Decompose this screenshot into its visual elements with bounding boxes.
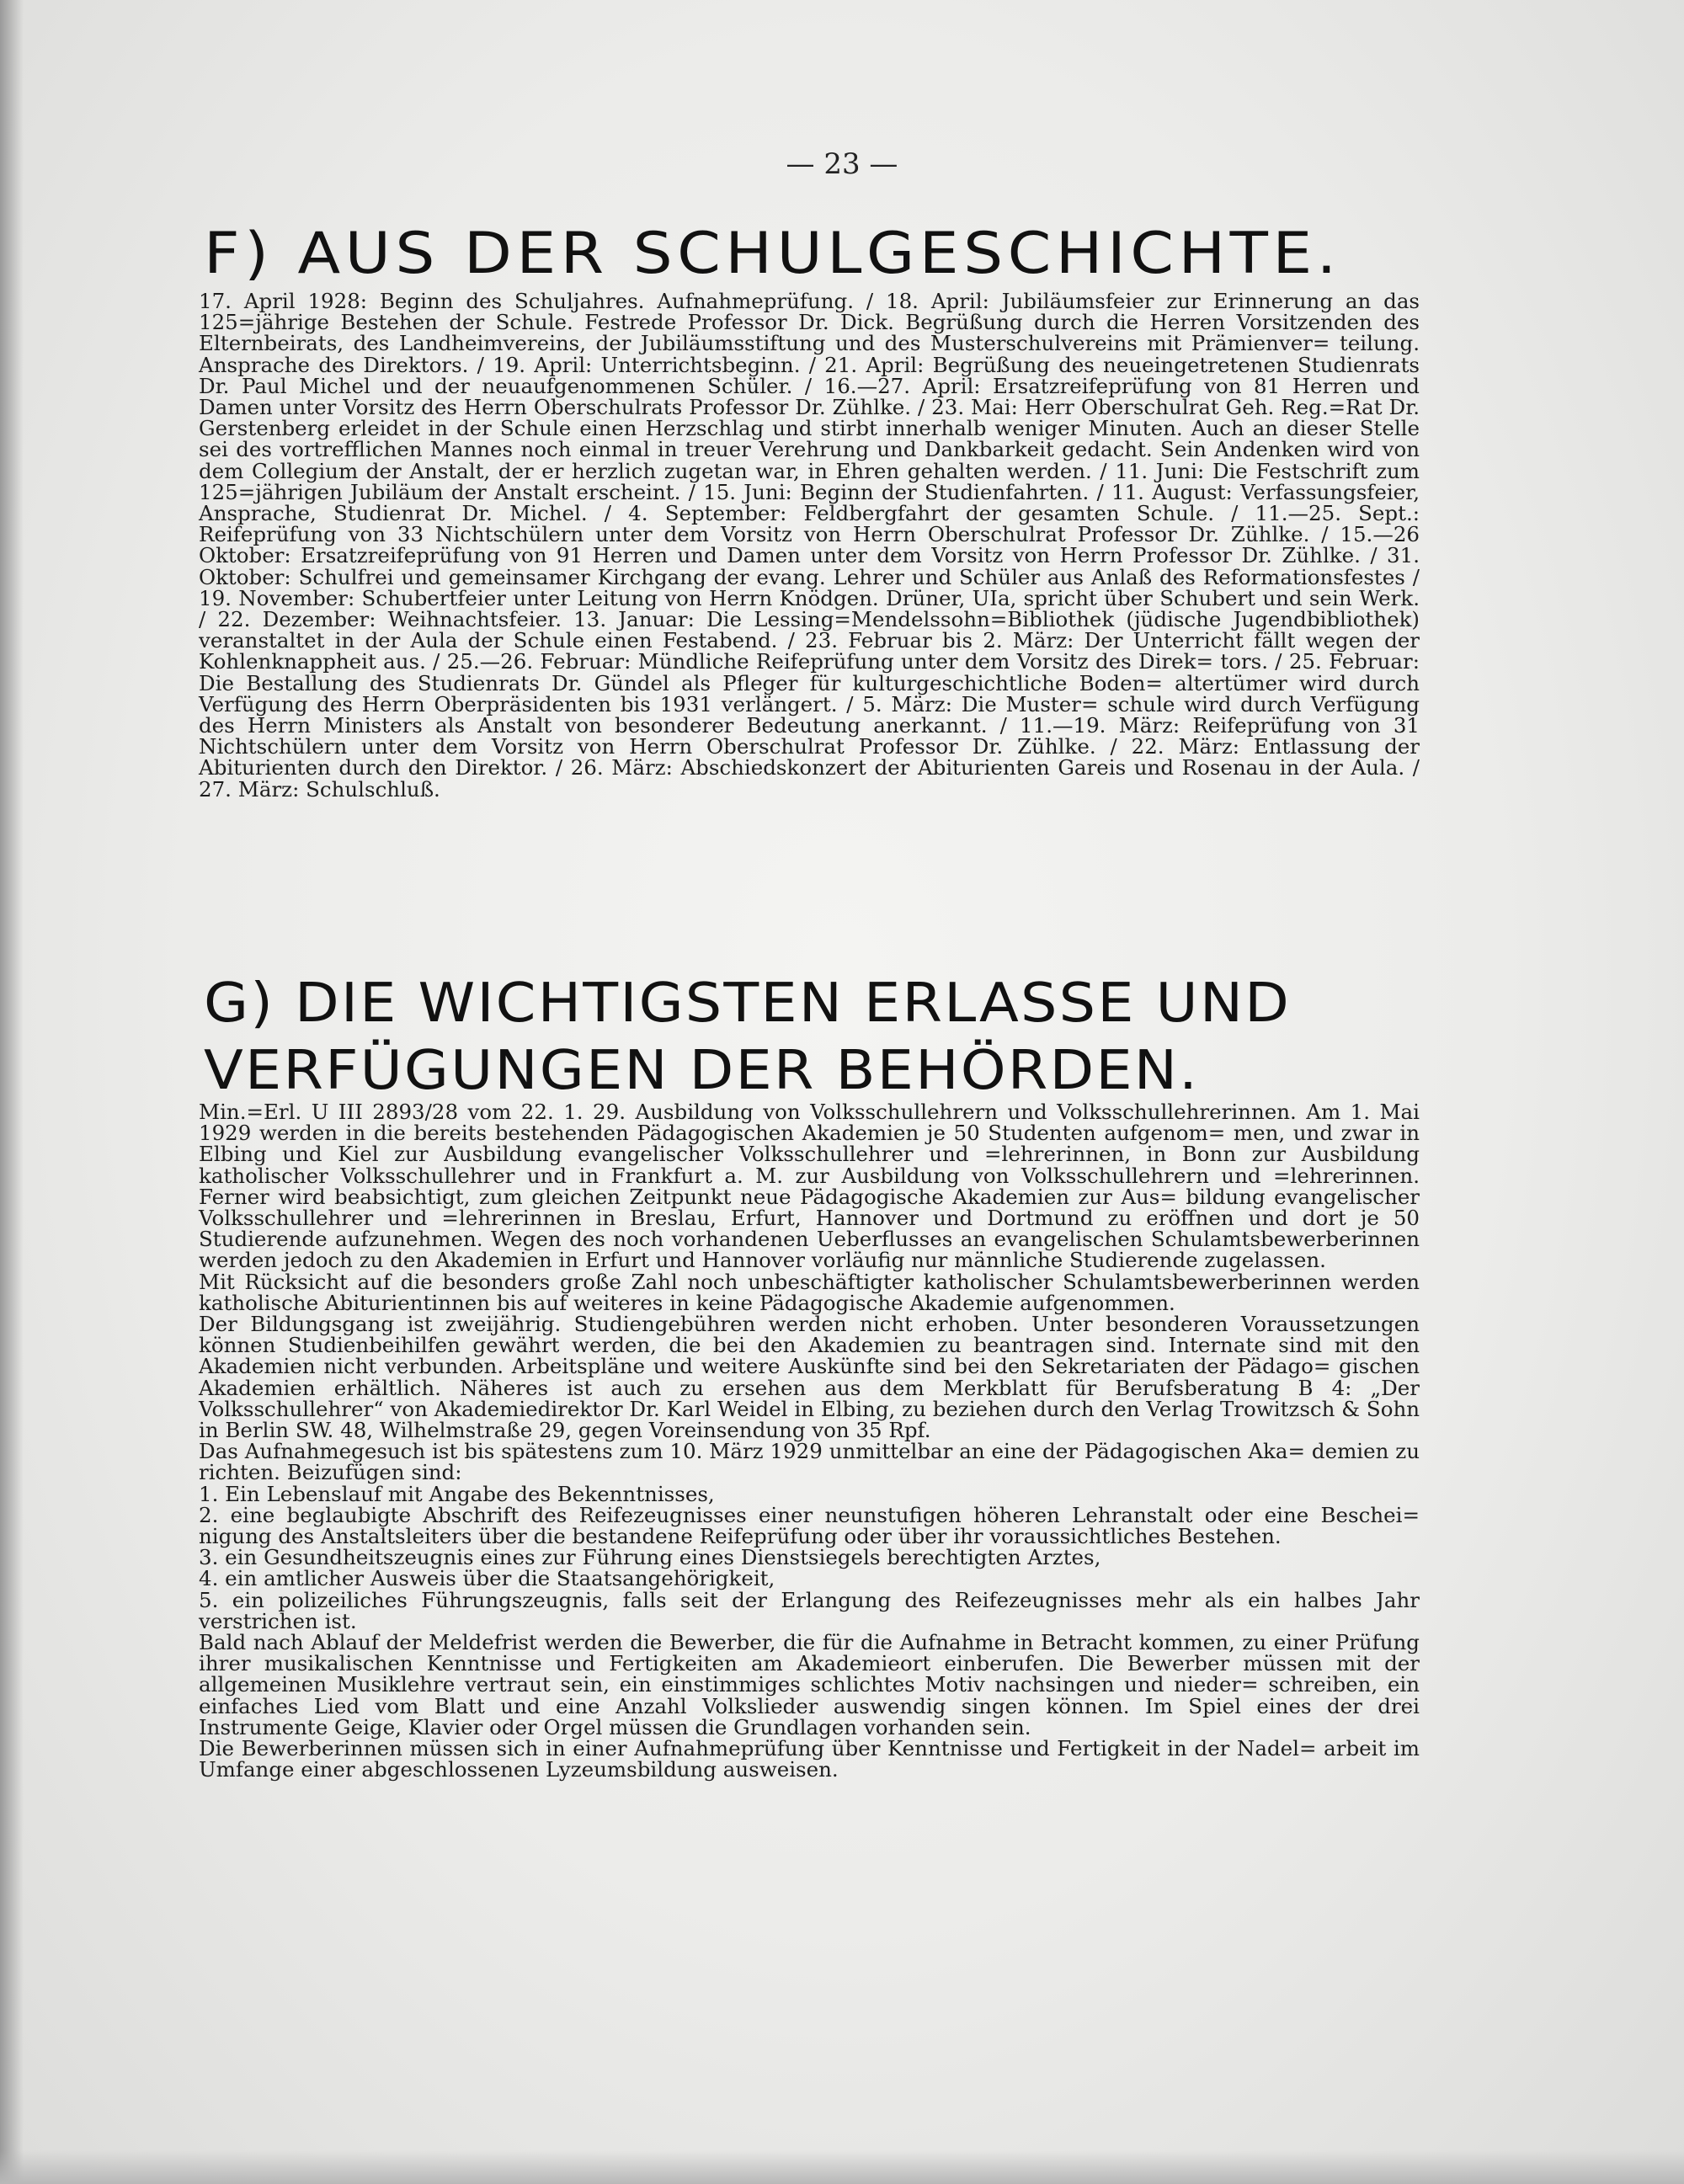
page-number: — 23 — bbox=[786, 147, 898, 181]
page-bottom-shadow bbox=[0, 2150, 1684, 2184]
section-g-heading-line-1: G) DIE WICHTIGSTEN ERLASSE UND bbox=[204, 972, 1292, 1035]
requirement-list-item: 1. Ein Lebenslauf mit Angabe des Bekenntnisses, bbox=[199, 1481, 715, 1506]
erlasse-paragraph: Das Aufnahmegesuch ist bis spätestens zum 10. März 1929 unmittelbar an eine der Pädagogischen Aka= demien zu richten. Beizufügen sind: bbox=[199, 1439, 1420, 1485]
requirement-list-item: 5. ein polizeiliches Führungszeugnis, falls seit der Erlangung des Reifezeugnisses mehr als ein halbes Jahr verstrichen ist. bbox=[199, 1587, 1420, 1633]
erlasse-text bbox=[199, 1101, 1420, 1781]
page-edge-shadow bbox=[0, 0, 24, 2184]
erlasse-paragraph: Bald nach Ablauf der Meldefrist werden die Bewerber, die für die Aufnahme in Betracht kommen, zu einer Prüfung ihrer musikalischen Kenntnisse und Fertigkeiten am Akademieort einberufen. Die Bewerber müssen mit der allgemeinen Musiklehre vertraut sein, ein einstimmiges schlichtes Motiv nachsingen und nieder= schreiben, ein einfaches Lied vom Blatt und eine Anzahl Volkslieder auswendig singen können. Im Spiel eines der drei Instrumente Geige, Klavier oder Orgel müssen die Grundlagen vorhanden sein. bbox=[199, 1630, 1420, 1739]
requirement-list-item: 4. ein amtlicher Ausweis über die Staatsangehörigkeit, bbox=[199, 1566, 775, 1591]
erlasse-paragraph: Die Bewerberinnen müssen sich in einer Aufnahmeprüfung über Kenntnisse und Fertigkeit in der Nadel= arbeit im Umfange einer abgeschlossenen Lyzeumsbildung ausweisen. bbox=[199, 1736, 1420, 1782]
erlasse-paragraph: Der Bildungsgang ist zweijährig. Studiengebühren werden nicht erhoben. Unter besonderen Voraussetzungen können Studienbeihilfen gewährt werden, die bei den Akademien zu beantragen sind. Internate sind mit den Akademien nicht verbunden. Arbeitspläne und weitere Auskünfte sind bei den Sekretariaten der Pädago= gischen Akademien erhältlich. Näheres ist auch zu ersehen aus dem Merkblatt für Berufsberatung B 4: „Der Volksschullehrer“ von Akademiedirektor Dr. Karl Weidel in Elbing, zu beziehen durch den Verlag Trowitzsch & Sohn in Berlin SW. 48, Wilhelmstraße 29, gegen Voreinsendung von 35 Rpf. bbox=[199, 1312, 1420, 1443]
section-g-heading-line-2: VERFÜGUNGEN DER BEHÖRDEN. bbox=[204, 1040, 1200, 1102]
section-f-heading: F) AUS DER SCHULGESCHICHTE. bbox=[204, 221, 1341, 287]
section-g-heading bbox=[204, 970, 1528, 1105]
requirement-list-item: 2. eine beglaubigte Abschrift des Reifezeugnisses einer neunstufigen höheren Lehranstalt oder eine Beschei= nigung des Anstaltsleiters über die bestandene Reifeprüfung oder über ihr voraussichtliches Bestehen. bbox=[199, 1502, 1420, 1549]
erlasse-paragraph: Mit Rücksicht auf die besonders große Zahl noch unbeschäftigter katholischer Schulamtsbewerberinnen werden katholische Abiturientinnen bis auf weiteres in keine Pädagogische Akademie aufgenommen. bbox=[199, 1269, 1420, 1315]
erlasse-paragraph: Min.=Erl. U III 2893/28 vom 22. 1. 29. Ausbildung von Volksschullehrern und Volksschullehrerinnen. Am 1. Mai 1929 werden in die bereits bestehenden Pädagogischen Akademien je 50 Studenten aufgenom= men, und zwar in Elbing und Kiel zur Ausbildung evangelischer Volksschullehrer und =lehrerinnen, in Bonn zur Ausbildung katholischer Volksschullehrer und in Frankfurt a. M. zur Ausbildung von Volksschullehrern und =lehrerinnen. Ferner wird beabsichtigt, zum gleichen Zeitpunkt neue Pädagogische Akademien zur Aus= bildung evangelischer Volksschullehrer und =lehrerinnen in Breslau, Erfurt, Hannover und Dortmund zu eröffnen und dort je 50 Studierende aufzunehmen. Wegen des noch vorhandenen Ueberflusses an evangelischen Schulamtsbewerberinnen werden jedoch zu den Akademien in Erfurt und Hannover vorläufig nur männliche Studierende zugelassen. bbox=[199, 1100, 1420, 1273]
requirement-list-item: 3. ein Gesundheitszeugnis eines zur Führung eines Dienstsiegels berechtigten Arztes, bbox=[199, 1545, 1101, 1570]
schulgeschichte-text: 17. April 1928: Beginn des Schuljahres. Aufnahmeprüfung. / 18. April: Jubiläumsfeier zur Erinnerung an das 125=jährige Bestehen der Schule. Festrede Professor Dr. Dick. Begrüßung durch die Herren Vorsitzenden des Elternbeirats, des Landheimvereins, der Jubiläumsstiftung und des Musterschulvereins mit Prämienver= teilung. Ansprache des Direktors. / 19. April: Unterrichtsbeginn. / 21. April: Begrüßung des neueingetretenen Studienrats Dr. Paul Michel und der neuaufgenommenen Schüler. / 16.—27. April: Ersatzreifeprüfung von 81 Herren und Damen unter Vorsitz des Herrn Oberschulrats Professor Dr. Zühlke. / 23. Mai: Herr Oberschulrat Geh. Reg.=Rat Dr. Gerstenberg erleidet in der Schule einen Herzschlag und stirbt innerhalb weniger Minuten. Auch an dieser Stelle sei des vortrefflichen Mannes noch einmal in treuer Verehrung und Dankbarkeit gedacht. Sein Andenken wird von dem Collegium der Anstalt, der er herzlich zugetan war, in Ehren gehalten werden. / 11. Juni: Die Festschrift zum 125=jährigen Jubiläum der Anstalt erscheint. / 15. Juni: Beginn der Studienfahrten. / 11. August: Verfassungsfeier, Ansprache, Studienrat Dr. Michel. / 4. September: Feldbergfahrt der gesamten Schule. / 11.—25. Sept.: Reifeprüfung von 33 Nichtschülern unter dem Vorsitz von Herrn Oberschulrat Professor Dr. Zühlke. / 15.—26 Oktober: Ersatzreifeprüfung von 91 Herren und Damen unter dem Vorsitz von Herrn Professor Dr. Zühlke. / 31. Oktober: Schulfrei und gemeinsamer Kirchgang der evang. Lehrer und Schüler aus Anlaß des Reformationsfestes / 19. November: Schubertfeier unter Leitung von Herrn Knödgen. Drüner, UIa, spricht über Schubert und sein Werk. / 22. Dezember: Weihnachtsfeier. 13. Januar: Die Lessing=Mendelssohn=Bibliothek (jüdische Jugendbibliothek) veranstaltet in der Aula der Schule einen Festabend. / 23. Februar bis 2. März: Der Unterricht fällt wegen der Kohlenknappheit aus. / 25.—26. Februar: Mündliche Reifeprüfung unter dem Vorsitz des Direk= tors. / 25. Februar: Die Bestallung des Studienrats Dr. Gündel als Pfleger für kulturgeschichtliche Boden= altertümer wird durch Verfügung des Herrn Oberpräsidenten bis 1931 verlängert. / 5. März: Die Muster= schule wird durch Verfügung des Herrn Ministers als Anstalt von besonderer Bedeutung anerkannt. / 11.—19. März: Reifeprüfung von 31 Nichtschülern unter dem Vorsitz von Herrn Oberschulrat Professor Dr. Zühlke. / 22. März: Entlassung der Abiturienten durch den Direktor. / 26. März: Abschiedskonzert der Abiturienten Gareis und Rosenau in der Aula. / 27. März: Schulschluß. bbox=[199, 289, 1420, 802]
